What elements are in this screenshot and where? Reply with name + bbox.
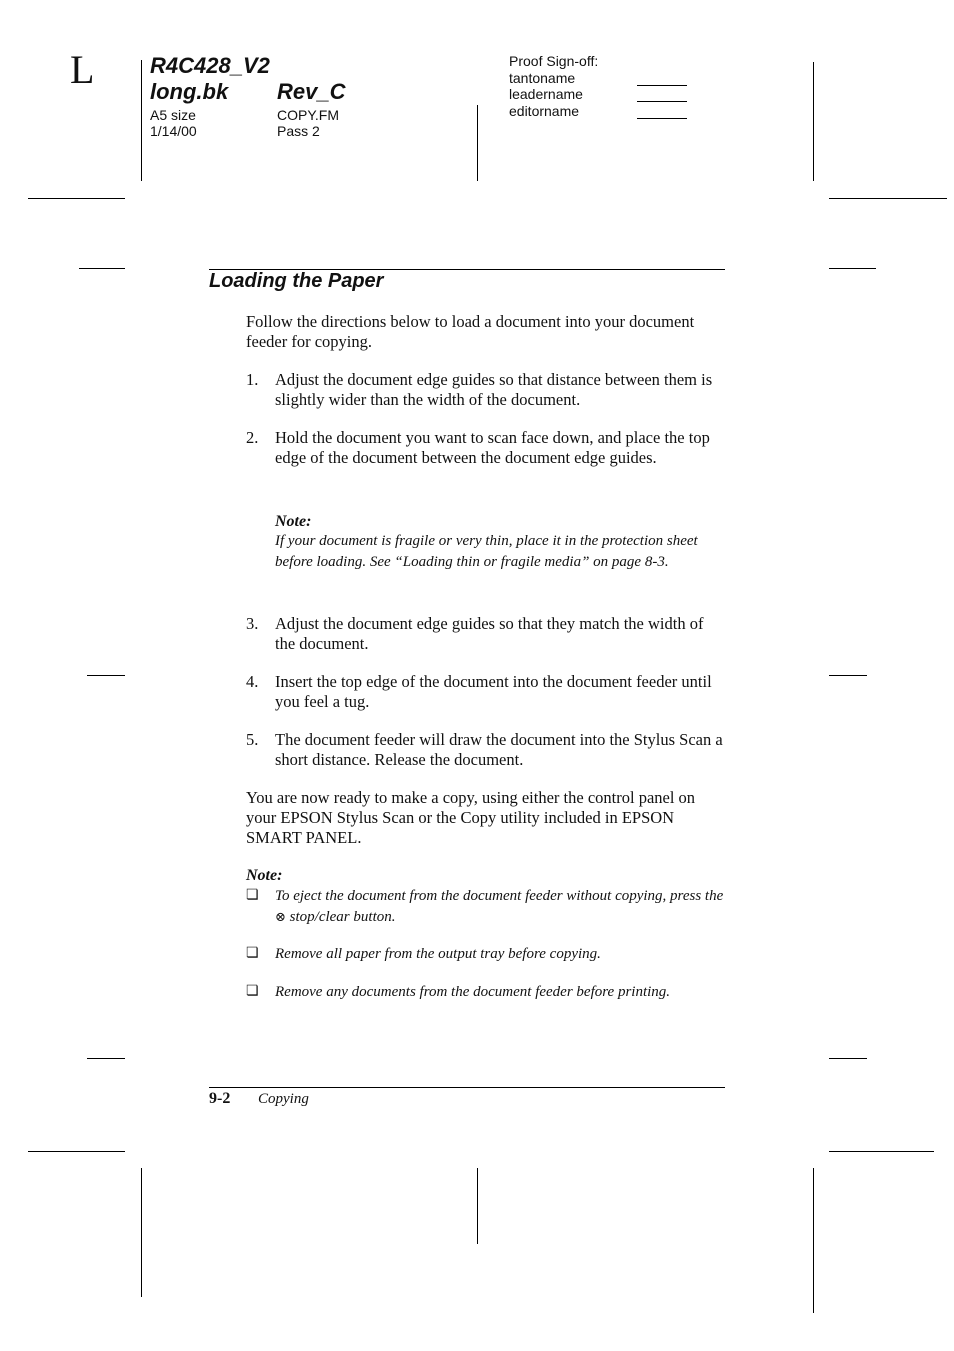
paper-size: A5 size xyxy=(150,107,196,123)
crop-mark xyxy=(813,62,814,181)
checkbox-bullet-icon: ❏ xyxy=(246,984,259,999)
pass: Pass 2 xyxy=(277,123,320,139)
step-number: 4. xyxy=(246,672,259,691)
step-number: 2. xyxy=(246,428,259,447)
step-text: Adjust the document edge guides so that they match the width of the document. xyxy=(275,614,704,653)
revision: Rev_C xyxy=(277,79,346,104)
chapter-name: Copying xyxy=(258,1091,309,1107)
step-number: 1. xyxy=(246,370,259,389)
footer-rule xyxy=(209,1087,725,1088)
crop-mark xyxy=(829,1058,867,1059)
date: 1/14/00 xyxy=(150,123,197,139)
step-text: Adjust the document edge guides so that distance between them is slightly wider than the width of the document. xyxy=(275,370,713,409)
doc-code: R4C428_V2 xyxy=(150,53,270,78)
proof-tantoname: tantoname xyxy=(509,69,576,86)
crop-mark xyxy=(79,268,125,269)
crop-mark xyxy=(829,198,947,199)
crop-mark xyxy=(87,1058,125,1059)
file-name: COPY.FM xyxy=(277,107,339,123)
note-item-text: To eject the document from the document feeder without copying, press the xyxy=(275,888,724,904)
crop-mark xyxy=(829,1151,934,1152)
note-item-text: stop/clear button. xyxy=(289,908,396,925)
crop-mark xyxy=(28,198,125,199)
step-text: The document feeder will draw the document into the Stylus Scan a short distance. Release the document. xyxy=(275,730,723,769)
note-item: Remove any documents from the document feeder before printing. xyxy=(275,984,671,1000)
proof-title: Proof Sign-off: xyxy=(509,53,599,69)
section-title: Loading the Paper xyxy=(209,270,384,292)
crop-mark xyxy=(813,1168,814,1313)
intro-paragraph: Follow the directions below to load a document into your document feeder for copying. xyxy=(246,312,695,351)
signoff-line xyxy=(637,101,687,102)
page-number: 9-2 xyxy=(209,1090,231,1107)
checkbox-bullet-icon: ❏ xyxy=(246,946,259,961)
crop-mark xyxy=(28,1151,125,1152)
book-name: long.bk xyxy=(150,79,229,104)
corner-letter: L xyxy=(70,47,95,92)
step-number: 5. xyxy=(246,730,259,749)
note-text: If your document is fragile or very thin, place it in the protection sheet before loading. See “Loading thin or fragile media” on page 8-3. xyxy=(275,533,698,570)
proof-editorname: editorname xyxy=(509,102,580,119)
signoff-line xyxy=(637,85,687,86)
note-label: Note: xyxy=(275,513,312,530)
crop-mark xyxy=(829,268,876,269)
proof-signoff xyxy=(509,53,598,119)
signoff-line xyxy=(637,118,687,119)
step-number: 3. xyxy=(246,614,259,633)
stop-clear-icon: ⊗ xyxy=(275,908,286,924)
crop-mark xyxy=(477,1168,478,1244)
crop-mark xyxy=(477,105,478,181)
crop-mark xyxy=(87,675,125,676)
crop-mark xyxy=(141,1168,142,1297)
note-item: Remove all paper from the output tray before copying. xyxy=(275,946,601,962)
checkbox-bullet-icon: ❏ xyxy=(246,888,259,903)
crop-mark xyxy=(141,60,142,181)
conclusion-paragraph: You are now ready to make a copy, using either the control panel on your EPSON Stylus Scan or the Copy utility included in EPSON SMART PANEL. xyxy=(246,788,696,847)
crop-mark xyxy=(829,675,867,676)
step-text: Insert the top edge of the document into the document feeder until you feel a tug. xyxy=(275,672,712,711)
step-text: Hold the document you want to scan face down, and place the top edge of the document between the document edge guides. xyxy=(275,428,710,467)
proof-leadername: leadername xyxy=(509,86,583,102)
note-label: Note: xyxy=(246,867,283,884)
note-item xyxy=(275,886,725,927)
